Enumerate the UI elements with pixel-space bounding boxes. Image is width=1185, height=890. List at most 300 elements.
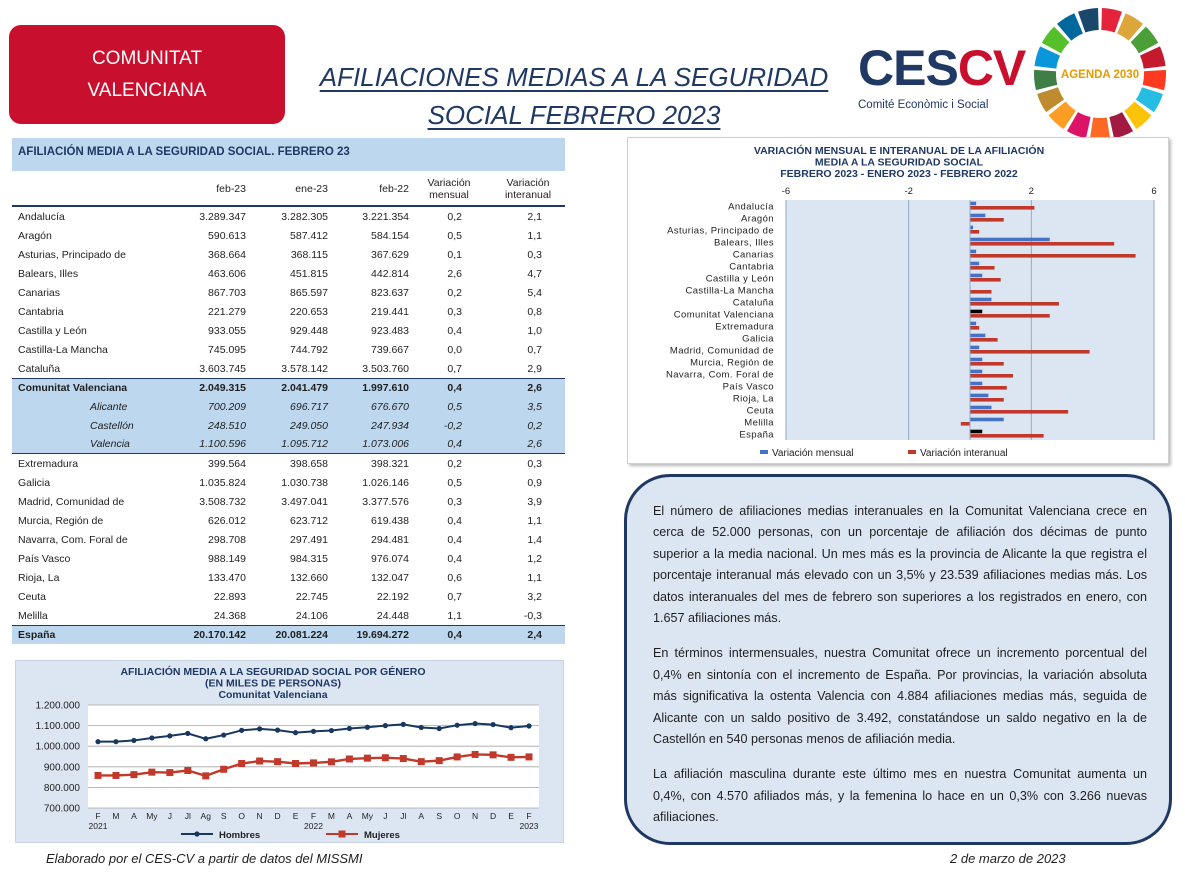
row-value: 3.578.142 [281, 362, 328, 375]
row-value: 1.095.712 [281, 438, 328, 450]
row-value: 2,9 [527, 362, 542, 375]
row-label: País Vasco [18, 552, 71, 565]
x-tick-label: D [274, 811, 281, 821]
row-value: 0,5 [447, 400, 462, 413]
row-value: 249.050 [290, 419, 328, 432]
row-value: 247.934 [371, 419, 409, 432]
category-label: Canarias [732, 249, 774, 261]
row-label: Castellón [90, 419, 134, 432]
row-label: Aragón [18, 229, 52, 242]
row-value: 0,4 [447, 552, 462, 565]
row-label: Murcia, Región de [18, 514, 104, 527]
row-value: 0,2 [447, 457, 462, 470]
row-value: 298.708 [208, 533, 246, 546]
sdg-segment [1034, 70, 1057, 90]
legend-marker [194, 831, 199, 836]
row-value: 626.012 [208, 514, 246, 527]
row-value: 219.441 [371, 305, 409, 318]
row-value: 398.658 [290, 457, 328, 470]
monthly-bar [970, 382, 982, 386]
row-value: 0,3 [527, 457, 542, 470]
x-tick-label: F [526, 811, 532, 821]
yearly-bar [970, 398, 1004, 402]
row-value: 2,6 [527, 382, 542, 394]
chart-title-line: FEBRERO 2023 - ENERO 2023 - FEBRERO 2022 [780, 168, 1018, 180]
y-tick-label: 1.100.000 [35, 721, 80, 733]
row-value: 1.035.824 [199, 476, 246, 489]
x-tick-label: N [472, 811, 479, 821]
row-value: 700.209 [208, 400, 246, 413]
monthly-bar [970, 358, 982, 362]
hombres-point [347, 726, 352, 731]
row-value: -0,3 [523, 609, 542, 622]
x-tick-label: My [361, 811, 374, 821]
row-value: 976.074 [371, 552, 409, 565]
hombres-point [365, 725, 370, 730]
legend-marker [339, 831, 346, 838]
yearly-bar [970, 206, 1034, 210]
category-label: País Vasco [722, 381, 774, 393]
category-label: Ceuta [746, 405, 774, 417]
mujeres-point [418, 758, 425, 765]
row-value: 221.279 [208, 305, 246, 318]
hombres-point [95, 739, 100, 744]
row-value: 463.606 [208, 267, 246, 280]
title-line-2: SOCIAL FEBRERO 2023 [427, 100, 721, 130]
row-value: 3.497.041 [281, 495, 328, 508]
row-label: Extremadura [18, 457, 79, 470]
monthly-bar [970, 406, 991, 410]
row-value: 744.792 [290, 343, 328, 356]
row-value: 132.047 [371, 571, 409, 584]
logo-cv: CV [957, 40, 1026, 96]
row-value: 0,5 [447, 476, 462, 489]
x-tick-label: M [327, 811, 336, 821]
table-row [12, 625, 565, 644]
table-row [12, 302, 565, 321]
row-value: 1.100.596 [199, 438, 246, 450]
category-label: España [739, 429, 774, 441]
affiliation-table [12, 138, 565, 644]
mujeres-point [436, 757, 443, 764]
table-row [12, 207, 565, 226]
chart-title-line: AFILIACIÓN MEDIA A LA SEGURIDAD SOCIAL POR GÉNERO [120, 666, 426, 678]
table-row [12, 397, 565, 416]
hombres-point [167, 733, 172, 738]
row-value: 676.670 [371, 400, 409, 413]
row-label: Madrid, Comunidad de [18, 495, 125, 508]
row-value: 22.893 [213, 590, 246, 603]
chart-title-line: (EN MILES DE PERSONAS) [205, 677, 341, 690]
row-value: 0,7 [447, 362, 462, 375]
yearly-bar [970, 434, 1044, 438]
row-value: 2.049.315 [199, 382, 246, 394]
mujeres-point [238, 760, 245, 767]
yearly-bar [970, 386, 1007, 390]
row-label: Asturias, Principado de [18, 248, 126, 261]
hombres-point [275, 728, 280, 733]
mujeres-point [130, 771, 137, 778]
chart-title-line: Comunitat Valenciana [218, 689, 328, 701]
row-value: 929.448 [290, 324, 328, 337]
row-value: 3.221.354 [362, 210, 409, 223]
y-tick-label: 1.000.000 [35, 741, 80, 753]
row-value: 0,2 [447, 286, 462, 299]
row-value: 0,9 [527, 476, 542, 489]
legend-label: Variación mensual [772, 448, 854, 459]
row-value: 0,4 [447, 533, 462, 546]
row-value: 0,2 [527, 419, 542, 432]
title-line-1: AFILIACIONES MEDIAS A LA SEGURIDAD [319, 62, 829, 92]
table-row [12, 435, 565, 454]
row-value: 1,0 [527, 324, 542, 337]
table-row [12, 321, 565, 340]
mujeres-point [400, 755, 407, 762]
agenda-2030-logo [1032, 6, 1168, 142]
category-label: Cantabria [729, 261, 774, 273]
table-row [12, 264, 565, 283]
category-label: Murcia, Región de [690, 357, 774, 369]
gender-chart-panel [15, 660, 564, 843]
x-tick-label: -6 [781, 186, 791, 197]
row-value: 24.448 [376, 609, 409, 622]
table-row [12, 549, 565, 568]
x-tick-label: S [436, 811, 443, 821]
yearly-bar [970, 302, 1059, 306]
table-title: AFILIACIÓN MEDIA A LA SEGURIDAD SOCIAL. FEBRERO 23 [12, 138, 565, 171]
legend-label: Variación interanual [920, 448, 1008, 459]
row-value: 3.377.576 [362, 495, 409, 508]
monthly-bar [970, 370, 982, 374]
row-value: 696.717 [290, 400, 328, 413]
y-tick-label: 700.000 [43, 803, 80, 815]
table-row [12, 359, 565, 378]
yearly-bar [970, 254, 1136, 258]
monthly-bar [970, 322, 976, 326]
paragraph-2: En términos intermensuales, nuestra Comunitat ofrece un incremento porcentual del 0,4% en sintonía con el incremento de España. Por provincias, la variación absoluta más significativa la ostenta Valencia con 4.884 afiliaciones medias más, seguida de Alicante con un saldo positivo de 3.492, constatándose un saldo negativo en la de Castellón en 540 personas menos de afiliación media. [653, 646, 1147, 747]
x-tick-label: E [508, 811, 514, 821]
row-label: Navarra, Com. Foral de [18, 533, 128, 546]
region-line-2: VALENCIANA [87, 79, 207, 101]
yearly-bar [970, 314, 1050, 318]
category-label: Melilla [744, 417, 774, 429]
mujeres-point [364, 755, 371, 762]
row-value: 0,5 [447, 229, 462, 242]
row-label: Balears, Illes [18, 267, 79, 280]
category-label: Aragón [740, 213, 774, 225]
logo-subtitle: Comité Econòmic i Social [858, 99, 989, 111]
x-tick-label: My [146, 811, 158, 821]
row-label: Rioja, La [18, 571, 60, 584]
row-value: 3.503.760 [362, 362, 409, 375]
monthly-bar [970, 418, 1004, 422]
x-tick-label: O [238, 811, 245, 821]
row-value: 1.030.738 [281, 476, 328, 489]
table-row [12, 283, 565, 302]
variation-chart [628, 138, 1170, 465]
row-value: 368.115 [290, 248, 328, 261]
x-tick-label: J [383, 811, 388, 821]
table-row [12, 473, 565, 492]
gender-chart [16, 661, 565, 844]
mujeres-point [184, 767, 191, 774]
x-tick-label: J [167, 811, 172, 821]
row-value: 619.438 [371, 514, 409, 527]
row-value: 623.712 [290, 514, 328, 527]
header-ene23: ene-23 [295, 183, 328, 195]
sdg-segment [1101, 8, 1122, 32]
row-value: 399.564 [208, 457, 246, 470]
row-value: 1,2 [527, 552, 542, 565]
monthly-bar [970, 202, 976, 206]
mujeres-point [95, 772, 102, 779]
mujeres-point [202, 772, 209, 779]
legend-label: Mujeres [364, 830, 400, 841]
hombres-point [257, 726, 262, 731]
table-row [12, 530, 565, 549]
row-value: 0,4 [447, 382, 462, 394]
row-label: Castilla y León [18, 324, 87, 337]
mujeres-point [256, 758, 263, 765]
header-yearly: Variación interanual [504, 177, 552, 201]
hombres-point [293, 730, 298, 735]
row-label: Valencia [90, 438, 130, 450]
row-value: 739.667 [371, 343, 409, 356]
row-label: Ceuta [18, 590, 47, 603]
row-value: 19.694.272 [356, 629, 409, 641]
row-value: 0,8 [527, 305, 542, 318]
monthly-bar [970, 298, 991, 302]
mujeres-point [490, 751, 497, 758]
row-value: 24.368 [213, 609, 246, 622]
yearly-bar [970, 290, 991, 294]
row-value: 5,4 [527, 286, 542, 299]
chart-title-line: VARIACIÓN MENSUAL E INTERANUAL DE LA AFILIACIÓN [753, 145, 1045, 157]
row-value: 0,0 [447, 343, 462, 356]
x-tick-label: F [95, 811, 101, 821]
sdg-segment [1143, 70, 1166, 90]
category-label: Comunitat Valenciana [673, 309, 774, 321]
x-tick-label: 2 [1028, 186, 1034, 197]
hombres-point [383, 723, 388, 728]
table-row [12, 416, 565, 435]
mujeres-point [328, 758, 335, 765]
region-badge [9, 25, 285, 124]
hombres-point [401, 722, 406, 727]
table-row [12, 606, 565, 625]
paragraph-1: El número de afiliaciones medias interanuales en la Comunitat Valenciana crece en cerca de 52.000 personas, con un porcentaje de afiliación dos décimas de punto superior a la media nacional. Un mes más es la provincia de Alicante la que registra el porcentaje interanual más elevado con un 3,5% y 23.539 afiliaciones medias más. Los datos interanuales del mes de febrero son superiores a los registrados en enero, con 1.657 afiliaciones más. [653, 504, 1147, 626]
hombres-point [149, 735, 154, 740]
x-tick-label: A [131, 811, 137, 821]
row-value: 0,4 [447, 438, 462, 450]
table-header [12, 171, 565, 207]
mujeres-point [274, 758, 281, 765]
x-tick-label: D [490, 811, 497, 821]
row-value: 1,1 [447, 609, 462, 622]
monthly-bar [970, 346, 979, 350]
hombres-point [113, 739, 118, 744]
y-tick-label: 800.000 [43, 782, 80, 794]
category-label: Asturias, Principado de [667, 225, 774, 237]
hombres-point [185, 731, 190, 736]
yearly-bar [970, 326, 979, 330]
row-value: 0,4 [447, 324, 462, 337]
row-value: 823.637 [371, 286, 409, 299]
row-value: 1,1 [527, 514, 542, 527]
row-value: 867.703 [208, 286, 246, 299]
row-value: 590.613 [208, 229, 246, 242]
x-tick-label: O [453, 811, 461, 821]
row-value: 367.629 [371, 248, 409, 261]
row-value: 745.095 [208, 343, 246, 356]
monthly-bar [970, 310, 982, 314]
row-label: Galicia [18, 476, 51, 489]
category-label: Castilla-La Mancha [685, 285, 774, 297]
row-value: 220.653 [290, 305, 328, 318]
category-label: Andalucía [728, 201, 774, 213]
header-monthly: Variación mensual [427, 177, 471, 201]
row-label: España [18, 629, 56, 641]
x-tick-label: N [256, 811, 263, 821]
mujeres-point [508, 754, 515, 761]
region-line-1: COMUNITAT [91, 47, 203, 69]
header-feb22: feb-22 [379, 183, 409, 195]
row-value: 3,2 [527, 590, 542, 603]
x-tick-label: E [292, 811, 299, 821]
sdg-segment [1078, 8, 1099, 32]
mujeres-point [454, 753, 461, 760]
table-row [12, 587, 565, 606]
row-label: Cataluña [18, 362, 61, 375]
monthly-bar [970, 214, 985, 218]
hombres-point [203, 736, 208, 741]
year-label: 2023 [519, 821, 539, 831]
row-value: 398.321 [371, 457, 409, 470]
table-row [12, 568, 565, 587]
monthly-bar [970, 430, 982, 434]
category-label: Galicia [742, 333, 774, 345]
table-row [12, 245, 565, 264]
row-value: 865.597 [290, 286, 328, 299]
row-value: 0,3 [527, 248, 542, 261]
row-value: 0,4 [447, 514, 462, 527]
row-value: 1.997.610 [362, 382, 409, 394]
mujeres-point [166, 769, 173, 776]
mujeres-point [292, 760, 299, 767]
mujeres-point [112, 772, 119, 779]
row-value: 3.603.745 [199, 362, 246, 375]
hombres-point [239, 728, 244, 733]
row-value: 0,7 [447, 590, 462, 603]
x-tick-label: Ag [200, 811, 211, 821]
category-label: Cataluña [732, 297, 774, 309]
x-tick-label: F [310, 811, 317, 821]
yearly-bar [970, 350, 1090, 354]
logo-ces: CES [858, 40, 958, 96]
row-value: 20.081.224 [275, 629, 328, 641]
row-value: 0,4 [447, 629, 462, 641]
hombres-point [455, 723, 460, 728]
row-value: 0,1 [447, 248, 462, 261]
cescv-logo [856, 40, 1026, 115]
header-region [12, 173, 162, 205]
hombres-point [490, 722, 495, 727]
category-label: Extremadura [715, 321, 774, 333]
year-label: 2021 [88, 821, 108, 831]
x-tick-label: 6 [1151, 186, 1157, 197]
row-value: 248.510 [208, 419, 246, 432]
row-label: Canarias [18, 286, 61, 299]
row-value: 442.814 [371, 267, 409, 280]
legend-swatch [908, 450, 916, 454]
row-label: Comunitat Valenciana [18, 382, 128, 394]
row-value: 1,1 [527, 229, 542, 242]
row-value: 294.481 [371, 533, 409, 546]
monthly-bar [970, 250, 976, 254]
row-value: 0,6 [447, 571, 462, 584]
row-value: 368.664 [208, 248, 246, 261]
row-value: 1,1 [527, 571, 542, 584]
row-value: 22.745 [295, 590, 328, 603]
yearly-bar [970, 338, 998, 342]
yearly-bar [970, 362, 1004, 366]
page-title [300, 58, 848, 134]
hombres-point [311, 729, 316, 734]
x-tick-label: Jl [184, 811, 191, 821]
mujeres-point [148, 769, 155, 776]
variation-chart-panel [627, 137, 1169, 464]
row-value: 587.412 [290, 229, 328, 242]
table-row [12, 511, 565, 530]
x-tick-label: S [220, 811, 227, 821]
row-value: 451.815 [290, 267, 328, 280]
row-value: -0,2 [443, 419, 462, 432]
mujeres-point [382, 754, 389, 761]
row-value: 297.491 [290, 533, 328, 546]
hombres-point [437, 726, 442, 731]
table-row [12, 378, 565, 397]
hombres-point [419, 725, 424, 730]
hombres-point [473, 721, 478, 726]
row-value: 0,3 [447, 495, 462, 508]
x-tick-label: A [418, 811, 425, 821]
row-value: 2,1 [527, 210, 542, 223]
plot-area [88, 705, 539, 808]
table-row [12, 340, 565, 359]
row-value: 24.106 [295, 609, 328, 622]
year-label: 2022 [304, 821, 323, 831]
yearly-bar [970, 278, 1001, 282]
table-body [12, 207, 565, 644]
yearly-bar [970, 374, 1013, 378]
table-row [12, 454, 565, 473]
category-label: Madrid, Comunidad de [669, 345, 774, 357]
chart-title-line: MEDIA A LA SEGURIDAD SOCIAL [814, 156, 984, 169]
monthly-bar [970, 274, 982, 278]
monthly-bar [970, 394, 988, 398]
yearly-bar [961, 422, 970, 426]
row-value: 933.055 [208, 324, 246, 337]
row-value: 22.192 [376, 590, 409, 603]
row-value: 984.315 [290, 552, 328, 565]
table-row [12, 226, 565, 245]
row-label: Alicante [90, 400, 128, 413]
y-tick-label: 1.200.000 [35, 700, 80, 712]
paragraph-3: La afiliación masculina durante este último mes en nuestra Comunitat aumenta un 0,4%, con 4.570 afiliados más, y la femenina lo hace en un 0,3% con 3.266 nuevas afiliaciones. [653, 767, 1147, 825]
mujeres-point [310, 759, 317, 766]
row-value: 584.154 [371, 229, 409, 242]
row-value: 132.660 [290, 571, 328, 584]
